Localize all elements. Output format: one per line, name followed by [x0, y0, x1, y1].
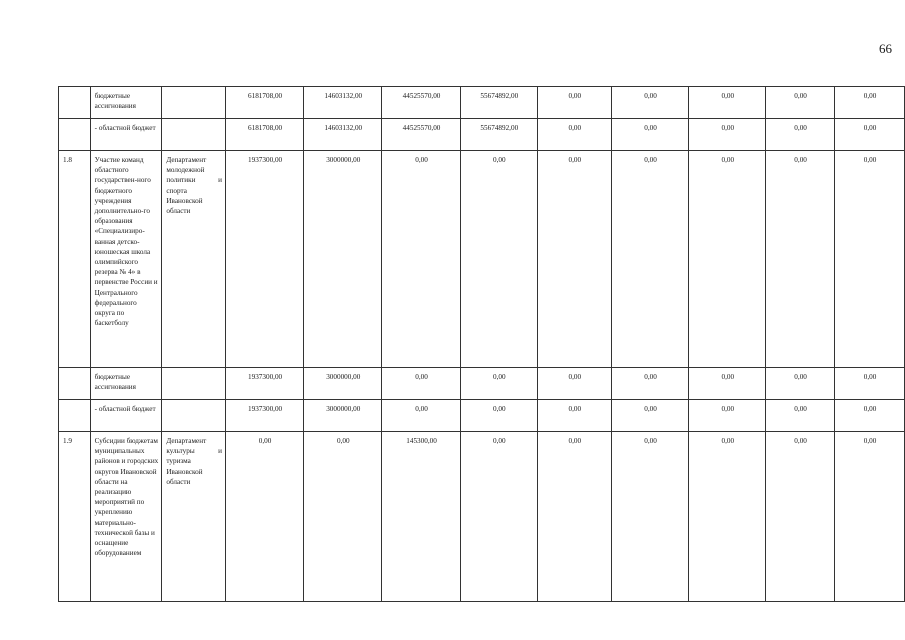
- amount-cell: 55674892,00: [460, 87, 537, 119]
- amount-cell: 1937300,00: [225, 368, 303, 400]
- description-cell: бюджетные ассигнования: [90, 87, 162, 119]
- table-row: [59, 151, 905, 368]
- amount-cell: 0,00: [835, 400, 905, 432]
- table-row: [59, 87, 905, 119]
- department-cell: Департамент культуры и туризма Ивановской области: [162, 432, 226, 602]
- amount-cell: 0,00: [835, 368, 905, 400]
- table-row: [59, 400, 905, 432]
- amount-cell: 44525570,00: [382, 119, 460, 151]
- amount-cell: 14603132,00: [304, 119, 382, 151]
- amount-cell: 55674892,00: [460, 119, 537, 151]
- amount-cell: 0,00: [689, 87, 766, 119]
- amount-cell: 145300,00: [382, 432, 460, 602]
- amount-cell: 0,00: [835, 151, 905, 368]
- amount-cell: 0,00: [537, 151, 611, 368]
- amount-cell: 0,00: [382, 400, 460, 432]
- amount-cell: 0,00: [611, 400, 689, 432]
- amount-cell: 0,00: [689, 432, 766, 602]
- amount-cell: 0,00: [611, 432, 689, 602]
- amount-cell: 0,00: [611, 119, 689, 151]
- amount-cell: 0,00: [611, 368, 689, 400]
- amount-cell: 3000000,00: [304, 368, 382, 400]
- amount-cell: 0,00: [382, 368, 460, 400]
- description-cell: Субсидии бюджетам муниципальных районов и городских округов Ивановской области на реализацию мероприятий по укреплению материально-технической базы и оснащение оборудованием: [90, 432, 162, 602]
- budget-table: [58, 86, 905, 602]
- description-cell: - областной бюджет: [90, 400, 162, 432]
- amount-cell: 6181708,00: [225, 87, 303, 119]
- amount-cell: 1937300,00: [225, 151, 303, 368]
- department-cell: Департамент молодежной политики и спорта Ивановской области: [162, 151, 226, 368]
- amount-cell: 0,00: [766, 368, 835, 400]
- amount-cell: 0,00: [689, 119, 766, 151]
- amount-cell: 0,00: [460, 432, 537, 602]
- description-cell: Участие команд областного государствен-ного бюджетного учреждения дополнительно-го образования «Специализиро-ванная детско-юношеская школа олимпийского резерва № 4» в первенстве России и Центрального федерального округа по баскетболу: [90, 151, 162, 368]
- amount-cell: 0,00: [835, 87, 905, 119]
- amount-cell: 0,00: [460, 151, 537, 368]
- row-number-cell: [59, 87, 91, 119]
- amount-cell: 0,00: [382, 151, 460, 368]
- amount-cell: 0,00: [537, 87, 611, 119]
- amount-cell: 0,00: [689, 400, 766, 432]
- amount-cell: 0,00: [304, 432, 382, 602]
- row-number-cell: [59, 368, 91, 400]
- description-cell: - областной бюджет: [90, 119, 162, 151]
- amount-cell: 0,00: [537, 368, 611, 400]
- department-cell: [162, 87, 226, 119]
- department-cell: [162, 368, 226, 400]
- row-number-cell: [59, 119, 91, 151]
- description-cell: бюджетные ассигнования: [90, 368, 162, 400]
- amount-cell: 0,00: [689, 368, 766, 400]
- amount-cell: 0,00: [835, 432, 905, 602]
- amount-cell: 0,00: [611, 151, 689, 368]
- page-number: 66: [879, 41, 892, 56]
- row-number-cell: 1.9: [59, 432, 91, 602]
- amount-cell: 3000000,00: [304, 400, 382, 432]
- amount-cell: 6181708,00: [225, 119, 303, 151]
- amount-cell: 0,00: [835, 119, 905, 151]
- amount-cell: 0,00: [766, 400, 835, 432]
- table-row: [59, 368, 905, 400]
- amount-cell: 0,00: [689, 151, 766, 368]
- amount-cell: 0,00: [766, 432, 835, 602]
- amount-cell: 14603132,00: [304, 87, 382, 119]
- amount-cell: 0,00: [460, 400, 537, 432]
- department-cell: [162, 400, 226, 432]
- amount-cell: 44525570,00: [382, 87, 460, 119]
- row-number-cell: 1.8: [59, 151, 91, 368]
- amount-cell: 0,00: [766, 119, 835, 151]
- amount-cell: 0,00: [766, 87, 835, 119]
- amount-cell: 0,00: [537, 432, 611, 602]
- table-row: [59, 432, 905, 602]
- row-number-cell: [59, 400, 91, 432]
- amount-cell: 0,00: [611, 87, 689, 119]
- amount-cell: 0,00: [225, 432, 303, 602]
- amount-cell: 1937300,00: [225, 400, 303, 432]
- amount-cell: 0,00: [766, 151, 835, 368]
- table-row: [59, 119, 905, 151]
- department-cell: [162, 119, 226, 151]
- amount-cell: 0,00: [537, 119, 611, 151]
- amount-cell: 0,00: [537, 400, 611, 432]
- amount-cell: 3000000,00: [304, 151, 382, 368]
- amount-cell: 0,00: [460, 368, 537, 400]
